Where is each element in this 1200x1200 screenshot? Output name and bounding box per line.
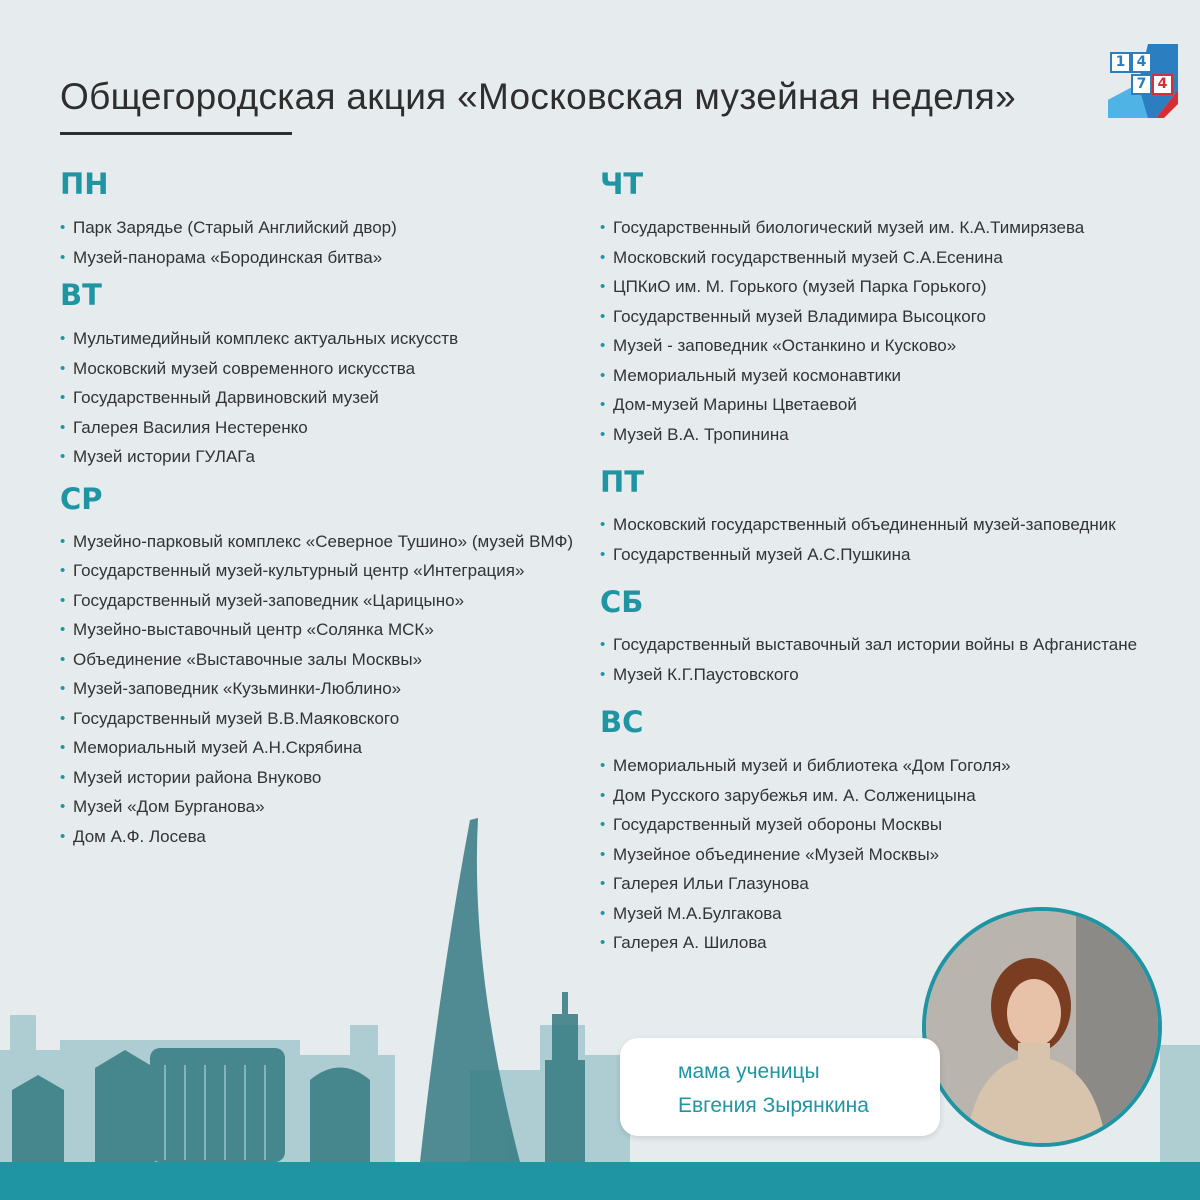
museum-list-item: • Музей истории ГУЛАГа bbox=[60, 446, 580, 469]
logo-digit: 7 bbox=[1131, 74, 1152, 95]
day-section-wed bbox=[60, 481, 580, 849]
museum-list-item: • Государственный Дарвиновский музей bbox=[60, 387, 580, 410]
museum-list-item: • ЦПКиО им. М. Горького (музей Парка Горького) bbox=[600, 276, 1160, 299]
museum-list-item: • Государственный музей-культурный центр «Интеграция» bbox=[60, 560, 580, 583]
museum-list bbox=[600, 634, 1160, 686]
page-title: Общегородская акция «Московская музейная неделя» bbox=[60, 76, 1017, 117]
museum-list-item: • Мультимедийный комплекс актуальных искусств bbox=[60, 328, 580, 351]
schedule-column-left bbox=[60, 166, 580, 848]
museum-list bbox=[60, 217, 580, 269]
museum-list-item: • Музей В.А. Тропинина bbox=[600, 424, 1160, 447]
museum-list-item: • Парк Зарядье (Старый Английский двор) bbox=[60, 217, 580, 240]
logo-1474 bbox=[1108, 44, 1178, 118]
museum-list-item: • Объединение «Выставочные залы Москвы» bbox=[60, 649, 580, 672]
museum-list-item: • Мемориальный музей и библиотека «Дом Гоголя» bbox=[600, 755, 1160, 778]
day-heading: ПТ bbox=[600, 465, 645, 499]
person-portrait-icon bbox=[926, 911, 1158, 1143]
day-heading: ЧТ bbox=[600, 167, 644, 201]
museum-list-item: • Московский государственный объединенный музей-заповедник bbox=[600, 514, 1160, 537]
museum-list-item: • Музей-панорама «Бородинская битва» bbox=[60, 247, 580, 270]
museum-list-item: • Мемориальный музей космонавтики bbox=[600, 365, 1160, 388]
museum-list bbox=[60, 328, 580, 469]
caption-role: мама ученицы bbox=[678, 1060, 820, 1083]
museum-list-item: • Галерея Василия Нестеренко bbox=[60, 417, 580, 440]
museum-list-item: • Государственный музей обороны Москвы bbox=[600, 814, 1160, 837]
museum-list-item: • Государственный выставочный зал истории войны в Афганистане bbox=[600, 634, 1160, 657]
day-section-tue bbox=[60, 277, 580, 469]
museum-list-item: • Московский государственный музей С.А.Есенина bbox=[600, 247, 1160, 270]
museum-list-item: • Московский музей современного искусства bbox=[60, 358, 580, 381]
logo-digit: 1 bbox=[1110, 52, 1131, 73]
museum-list bbox=[600, 217, 1160, 446]
logo-digit: 4 bbox=[1152, 74, 1173, 95]
museum-list-item: • Музей К.Г.Паустовского bbox=[600, 664, 1160, 687]
day-section-fri bbox=[600, 464, 1160, 566]
day-section-sat bbox=[600, 584, 1160, 686]
museum-list-item: • Музей - заповедник «Останкино и Кусково» bbox=[600, 335, 1160, 358]
museum-list-item: • Музей-заповедник «Кузьминки-Люблино» bbox=[60, 678, 580, 701]
museum-list-item: • Дом-музей Марины Цветаевой bbox=[600, 394, 1160, 417]
museum-list-item: • Государственный музей-заповедник «Царицыно» bbox=[60, 590, 580, 613]
day-heading: СР bbox=[60, 481, 103, 516]
day-heading: ВТ bbox=[60, 278, 102, 312]
museum-list-item: • Государственный биологический музей им. К.А.Тимирязева bbox=[600, 217, 1160, 240]
avatar bbox=[922, 907, 1162, 1147]
day-heading: СБ bbox=[600, 585, 644, 619]
day-heading: ПН bbox=[60, 167, 109, 201]
museum-list-item: • Галерея А. Шилова bbox=[600, 932, 1160, 955]
museum-list-item: • Государственный музей А.С.Пушкина bbox=[600, 544, 1160, 567]
day-heading: ВС bbox=[600, 705, 644, 739]
museum-list-item: • Мемориальный музей А.Н.Скрябина bbox=[60, 737, 580, 760]
museum-list-item: • Государственный музей Владимира Высоцкого bbox=[600, 306, 1160, 329]
logo-digit: 4 bbox=[1131, 52, 1152, 73]
title-underline bbox=[60, 132, 292, 135]
museum-list-item: • Музейно-выставочный центр «Солянка МСК» bbox=[60, 619, 580, 642]
museum-list-item: • Государственный музей В.В.Маяковского bbox=[60, 708, 580, 731]
museum-list-item: • Музей «Дом Бурганова» bbox=[60, 796, 580, 819]
museum-list-item: • Музей истории района Внуково bbox=[60, 767, 580, 790]
museum-list-item: • Дом Русского зарубежья им. А. Солженицына bbox=[600, 785, 1160, 808]
caption-card bbox=[620, 1038, 940, 1136]
day-section-mon bbox=[60, 166, 580, 269]
museum-list-item: • Галерея Ильи Глазунова bbox=[600, 873, 1160, 896]
museum-list-item: • Дом А.Ф. Лосева bbox=[60, 826, 580, 849]
day-section-thu bbox=[600, 166, 1160, 446]
museum-list bbox=[600, 514, 1160, 566]
museum-list-item: • Музейно-парковый комплекс «Северное Тушино» (музей ВМФ) bbox=[60, 531, 580, 554]
museum-list-item: • Музей М.А.Булгакова bbox=[600, 903, 1160, 926]
caption-name: Евгения Зырянкина bbox=[678, 1094, 869, 1117]
museum-list-item: • Музейное объединение «Музей Москвы» bbox=[600, 844, 1160, 867]
